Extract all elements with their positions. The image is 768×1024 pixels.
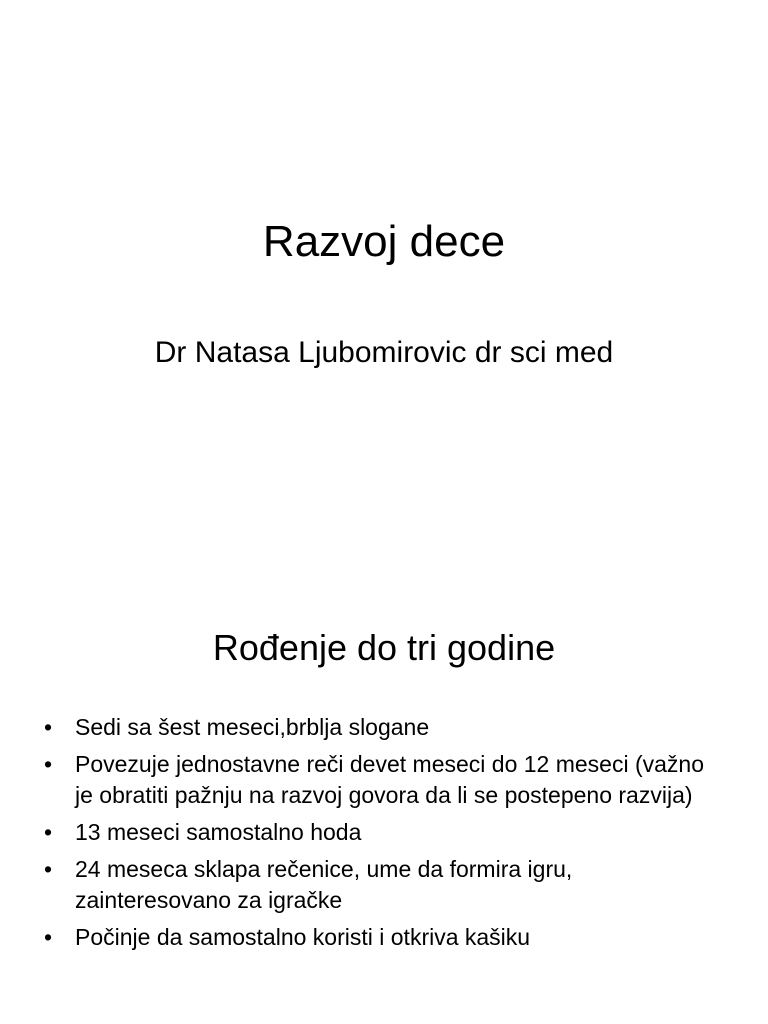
list-item-text: 13 meseci samostalno hoda xyxy=(75,819,362,845)
list-item xyxy=(40,712,720,743)
list-item-text: Sedi sa šest meseci,brblja slogane xyxy=(75,714,430,740)
list-item-text: Počinje da samostalno koristi i otkriva kašiku xyxy=(75,924,531,950)
list-item xyxy=(40,817,720,848)
list-item-text: Povezuje jednostavne reči devet meseci do 12 meseci (važno je obratiti pažnju na razvoj govora da li se postepeno razvija) xyxy=(75,751,705,808)
slide-title: Rođenje do tri godine xyxy=(212,627,556,668)
content-slide xyxy=(0,576,768,1024)
bullet-icon: • xyxy=(44,819,53,845)
slide-subtitle: Dr Natasa Ljubomirovic dr sci med xyxy=(154,336,614,369)
bullet-icon: • xyxy=(44,856,53,882)
slide-title: Razvoj dece xyxy=(262,217,506,266)
list-item-text: 24 meseca sklapa rečenice, ume da formira igru, zainteresovano za igračke xyxy=(75,856,573,913)
list-item xyxy=(40,922,720,953)
bullet-list xyxy=(40,712,720,959)
bullet-icon: • xyxy=(44,751,53,777)
list-item xyxy=(40,749,720,811)
list-item xyxy=(40,854,720,916)
bullet-icon: • xyxy=(44,714,53,740)
bullet-icon: • xyxy=(44,924,53,950)
